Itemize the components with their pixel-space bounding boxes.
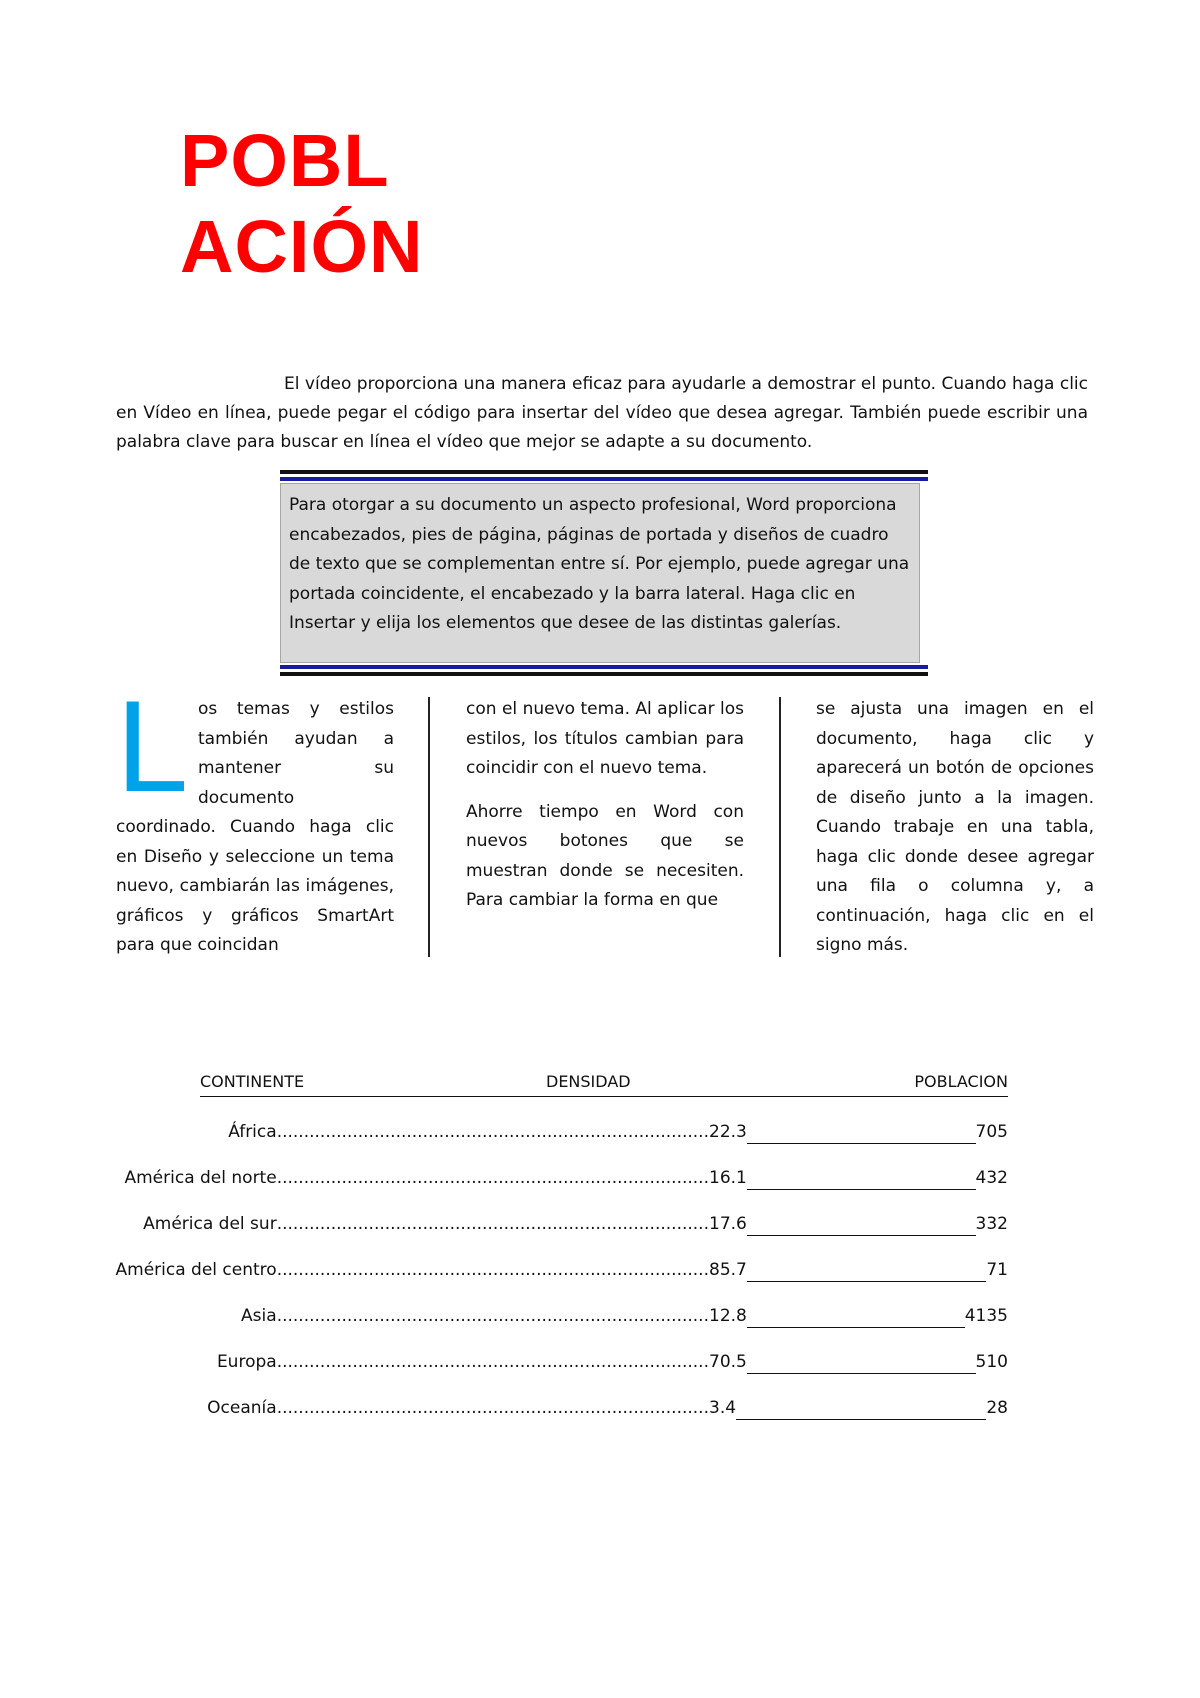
- row-population: 332: [975, 1214, 1008, 1234]
- row-continent: ................................................................................América del sur: [143, 1214, 709, 1234]
- row-continent: ................................................................................América del centro: [115, 1260, 709, 1280]
- table-row: [160, 1398, 1008, 1424]
- row-population: 432: [975, 1168, 1008, 1188]
- column-1-text: os temas y estilos también ayudan a mantener su documento coordinado. Cuando haga clic en Diseño y seleccione un tema nuevo, cambiarán las imágenes, gráficos y gráficos SmartArt para que coincidan: [116, 699, 394, 955]
- column-divider: [428, 697, 430, 957]
- column-3-text: se ajusta una imagen en el documento, haga clic y aparecerá un botón de opciones de diseño junto a la imagen. Cuando trabaje en una tabla, haga clic donde desee agregar una fila o columna y, a continuación, haga clic en el signo más.: [816, 699, 1094, 955]
- row-underline: [747, 1234, 976, 1236]
- header-continent: CONTINENTE: [200, 1072, 305, 1091]
- row-density: 22.3: [709, 1122, 747, 1142]
- row-density: 70.5: [709, 1352, 747, 1372]
- quote-box: Para otorgar a su documento un aspecto profesional, Word proporciona encabezados, pies de página, páginas de portada y diseños de cuadro de texto que se complementan entre sí. Por ejemplo, puede agregar una portada coincidente, el encabezado y la barra lateral. Haga clic en Insertar y elija los elementos que desee de las distintas galerías.: [280, 483, 920, 663]
- title-block: [180, 118, 460, 288]
- quote-top-rule: [280, 470, 928, 481]
- row-continent: ................................................................................Asia: [241, 1306, 709, 1326]
- column-2-paragraph-1: con el nuevo tema. Al aplicar los estilos, los títulos cambian para coincidir con el nuevo tema.: [466, 699, 744, 778]
- row-density: 16.1: [709, 1168, 747, 1188]
- page-title: [180, 118, 460, 290]
- row-underline: [747, 1326, 965, 1328]
- row-underline: [747, 1188, 976, 1190]
- column-3: [816, 695, 1094, 961]
- table-header: [200, 1072, 1008, 1097]
- row-continent: ................................................................................África: [228, 1122, 709, 1142]
- row-density: 3.4: [709, 1398, 737, 1418]
- quote-bottom-rule: [280, 665, 928, 676]
- title-line-1: POBL: [180, 119, 390, 202]
- row-population: 28: [986, 1398, 1008, 1418]
- row-continent: ................................................................................Europa: [216, 1352, 709, 1372]
- row-underline: [747, 1372, 976, 1374]
- row-density: 85.7: [709, 1260, 747, 1280]
- drop-cap: L: [116, 673, 189, 819]
- row-population: 71: [986, 1260, 1008, 1280]
- column-2: [466, 695, 744, 930]
- row-continent: ................................................................................América del norte: [124, 1168, 709, 1188]
- table-row: [160, 1122, 1008, 1148]
- column-1: [116, 673, 394, 961]
- row-density: 17.6: [709, 1214, 747, 1234]
- table-row: [160, 1306, 1008, 1332]
- row-underline: [747, 1280, 986, 1282]
- row-population: 705: [975, 1122, 1008, 1142]
- row-population: 4135: [964, 1306, 1008, 1326]
- row-underline: [747, 1142, 976, 1144]
- row-underline: [736, 1418, 986, 1420]
- header-density: DENSIDAD: [546, 1072, 631, 1091]
- table-row: [160, 1352, 1008, 1378]
- column-divider: [779, 697, 781, 957]
- row-density: 12.8: [709, 1306, 747, 1326]
- header-population: POBLACION: [914, 1072, 1008, 1091]
- table-row: [143, 1214, 1008, 1240]
- column-2-paragraph-2: Ahorre tiempo en Word con nuevos botones que se muestran donde se necesiten. Para cambiar la forma en que: [466, 801, 744, 910]
- table-row: [124, 1168, 1008, 1194]
- table-row: [115, 1260, 1008, 1286]
- row-population: 510: [975, 1352, 1008, 1372]
- row-continent: ................................................................................Oceanía: [207, 1398, 709, 1418]
- intro-paragraph: El vídeo proporciona una manera eficaz para ayudarle a demostrar el punto. Cuando haga clic en Vídeo en línea, puede pegar el código para insertar del vídeo que desea agregar. También puede escribir una palabra clave para buscar en línea el vídeo que mejor se adapte a su documento.: [116, 374, 1088, 452]
- title-line-2: ACIÓN: [180, 205, 424, 288]
